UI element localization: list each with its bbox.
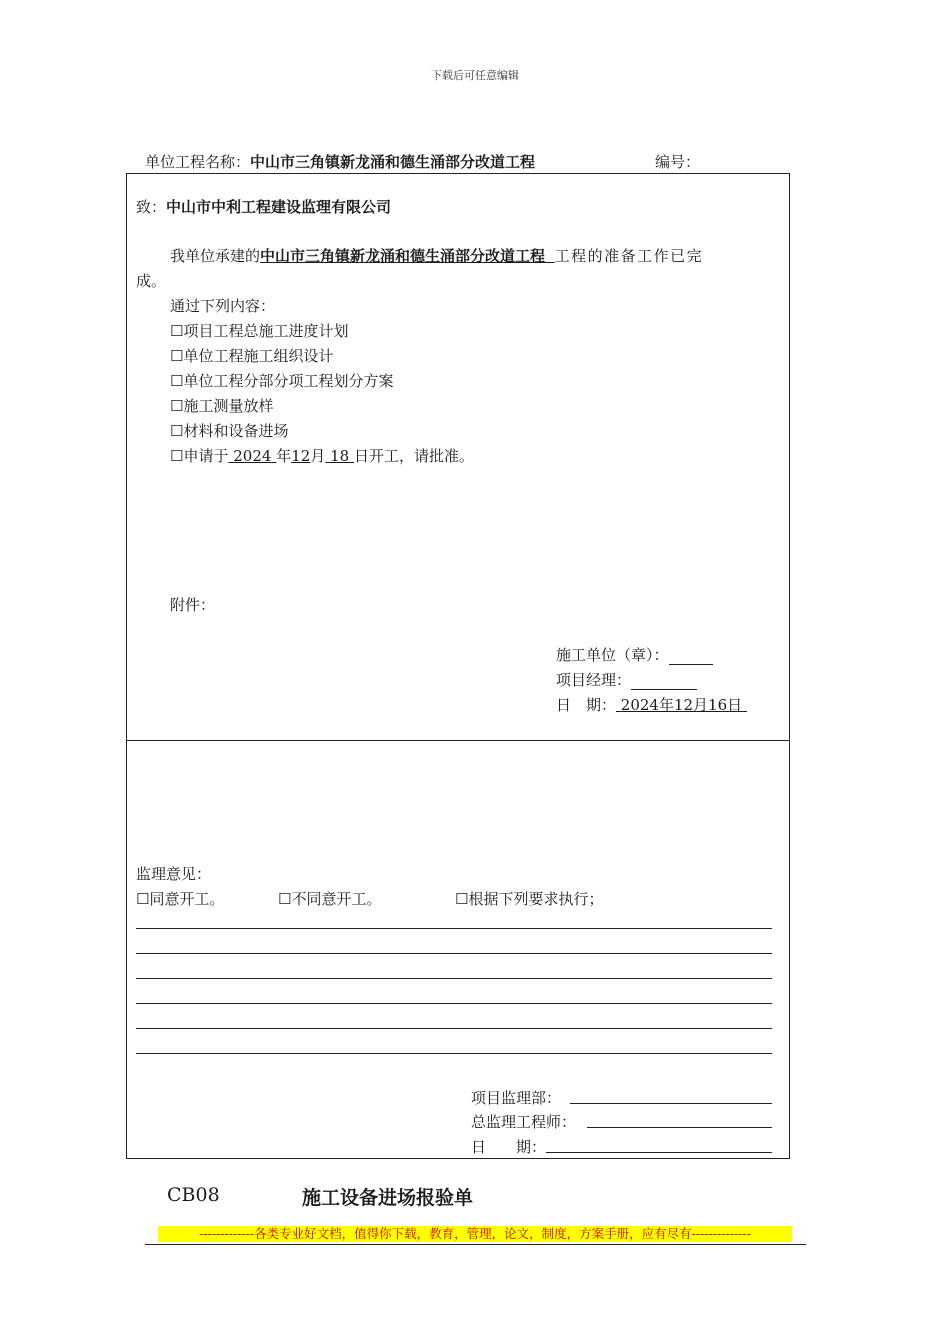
list-intro: 通过下列内容： bbox=[170, 297, 276, 315]
form-title: 施工设备进场报验单 bbox=[302, 1187, 474, 1209]
checkbox-icon[interactable]: ☐ bbox=[170, 347, 184, 365]
check-item-2[interactable] bbox=[170, 345, 333, 366]
unit-name-value: 中山市三角镇新龙涌和德生涌部分改道工程 bbox=[250, 153, 536, 171]
check-item-4[interactable] bbox=[170, 395, 273, 416]
check-item-1[interactable] bbox=[170, 320, 348, 341]
paragraph-project: 中山市三角镇新龙涌和德生涌部分改道工程 bbox=[260, 247, 546, 265]
opinion-line[interactable] bbox=[136, 928, 772, 929]
form-code: CB08 bbox=[167, 1184, 220, 1206]
checkbox-icon[interactable]: ☐ bbox=[278, 890, 292, 908]
check-item-5[interactable] bbox=[170, 420, 288, 441]
supervision-date-label: 日 期： bbox=[471, 1138, 547, 1156]
check-item-request[interactable] bbox=[170, 445, 474, 466]
option-disagree[interactable] bbox=[278, 888, 381, 909]
project-manager-row bbox=[556, 669, 697, 690]
project-manager-field[interactable] bbox=[631, 674, 697, 690]
footer-rule bbox=[145, 1244, 806, 1245]
addressee-label: 致： bbox=[136, 198, 167, 216]
check-item-label: 单位工程分部分项工程划分方案 bbox=[183, 372, 394, 390]
supervision-dept-label: 项目监理部： bbox=[471, 1089, 562, 1107]
supervision-dept-field[interactable] bbox=[570, 1103, 772, 1104]
check-item-label: 项目工程总施工进度计划 bbox=[183, 322, 349, 340]
chief-engineer-label: 总监理工程师： bbox=[471, 1113, 577, 1131]
opinion-line[interactable] bbox=[136, 953, 772, 954]
option-conditional-label: 根据下列要求执行； bbox=[468, 890, 604, 908]
check-item-3[interactable] bbox=[170, 370, 393, 391]
addressee-name: 中山市中利工程建设监理有限公司 bbox=[166, 198, 392, 216]
checkbox-icon[interactable]: ☐ bbox=[170, 397, 184, 415]
footer-banner: -------------各类专业好文档，值得你下载，教育，管理，论文，制度，方案手册，应有尽有-------------- bbox=[158, 1226, 792, 1242]
contractor-seal-field[interactable] bbox=[669, 649, 713, 665]
checkbox-icon[interactable]: ☐ bbox=[170, 372, 184, 390]
addressee bbox=[136, 196, 391, 217]
checkbox-icon[interactable]: ☐ bbox=[170, 422, 184, 440]
check-item-label: 施工测量放样 bbox=[183, 397, 274, 415]
supervision-opinion-label: 监理意见： bbox=[136, 865, 212, 883]
check-item-label: 单位工程施工组织设计 bbox=[183, 347, 334, 365]
paragraph-suffix: 工程的准备工作已完 bbox=[554, 247, 704, 265]
request-year-unit: 年 bbox=[276, 447, 292, 465]
checkbox-icon[interactable]: ☐ bbox=[170, 447, 184, 465]
checkbox-icon[interactable]: ☐ bbox=[136, 890, 150, 908]
paragraph-end: 成。 bbox=[136, 272, 167, 290]
opinion-line[interactable] bbox=[136, 1053, 772, 1054]
check-item-label: 材料和设备进场 bbox=[183, 422, 289, 440]
number-label: 编号： bbox=[655, 153, 701, 171]
application-paragraph bbox=[170, 245, 703, 266]
page-header: 下载后可任意编辑 bbox=[431, 69, 519, 82]
checkbox-icon[interactable]: ☐ bbox=[170, 322, 184, 340]
request-day: 18 bbox=[330, 447, 350, 465]
opinion-line[interactable] bbox=[136, 978, 772, 979]
supervision-section bbox=[126, 740, 790, 1159]
option-disagree-label: 不同意开工。 bbox=[291, 890, 382, 908]
unit-name-label: 单位工程名称： bbox=[145, 153, 251, 171]
contractor-seal-row bbox=[556, 644, 713, 665]
chief-engineer-field[interactable] bbox=[587, 1127, 772, 1128]
opinion-line[interactable] bbox=[136, 1003, 772, 1004]
title-row bbox=[145, 151, 535, 172]
project-manager-label: 项目经理： bbox=[556, 671, 632, 689]
request-prefix: 申请于 bbox=[183, 447, 229, 465]
contractor-seal-label: 施工单位（章）： bbox=[556, 646, 669, 664]
request-month: 12 bbox=[291, 447, 311, 465]
application-date-row bbox=[556, 694, 747, 715]
application-date-value: 2024年12月16日 bbox=[620, 696, 743, 714]
option-agree-label: 同意开工。 bbox=[149, 890, 225, 908]
paragraph-prefix: 我单位承建的 bbox=[170, 247, 261, 265]
application-date-label: 日 期： bbox=[556, 696, 617, 714]
opinion-line[interactable] bbox=[136, 1028, 772, 1029]
supervision-date-field[interactable] bbox=[546, 1152, 772, 1153]
checkbox-icon[interactable]: ☐ bbox=[455, 890, 469, 908]
request-suffix: 日开工，请批准。 bbox=[354, 447, 475, 465]
request-month-unit: 月 bbox=[310, 447, 326, 465]
request-year: 2024 bbox=[233, 447, 272, 465]
option-agree[interactable] bbox=[136, 888, 224, 909]
option-conditional[interactable] bbox=[455, 888, 603, 909]
attachment-label: 附件： bbox=[170, 596, 216, 614]
